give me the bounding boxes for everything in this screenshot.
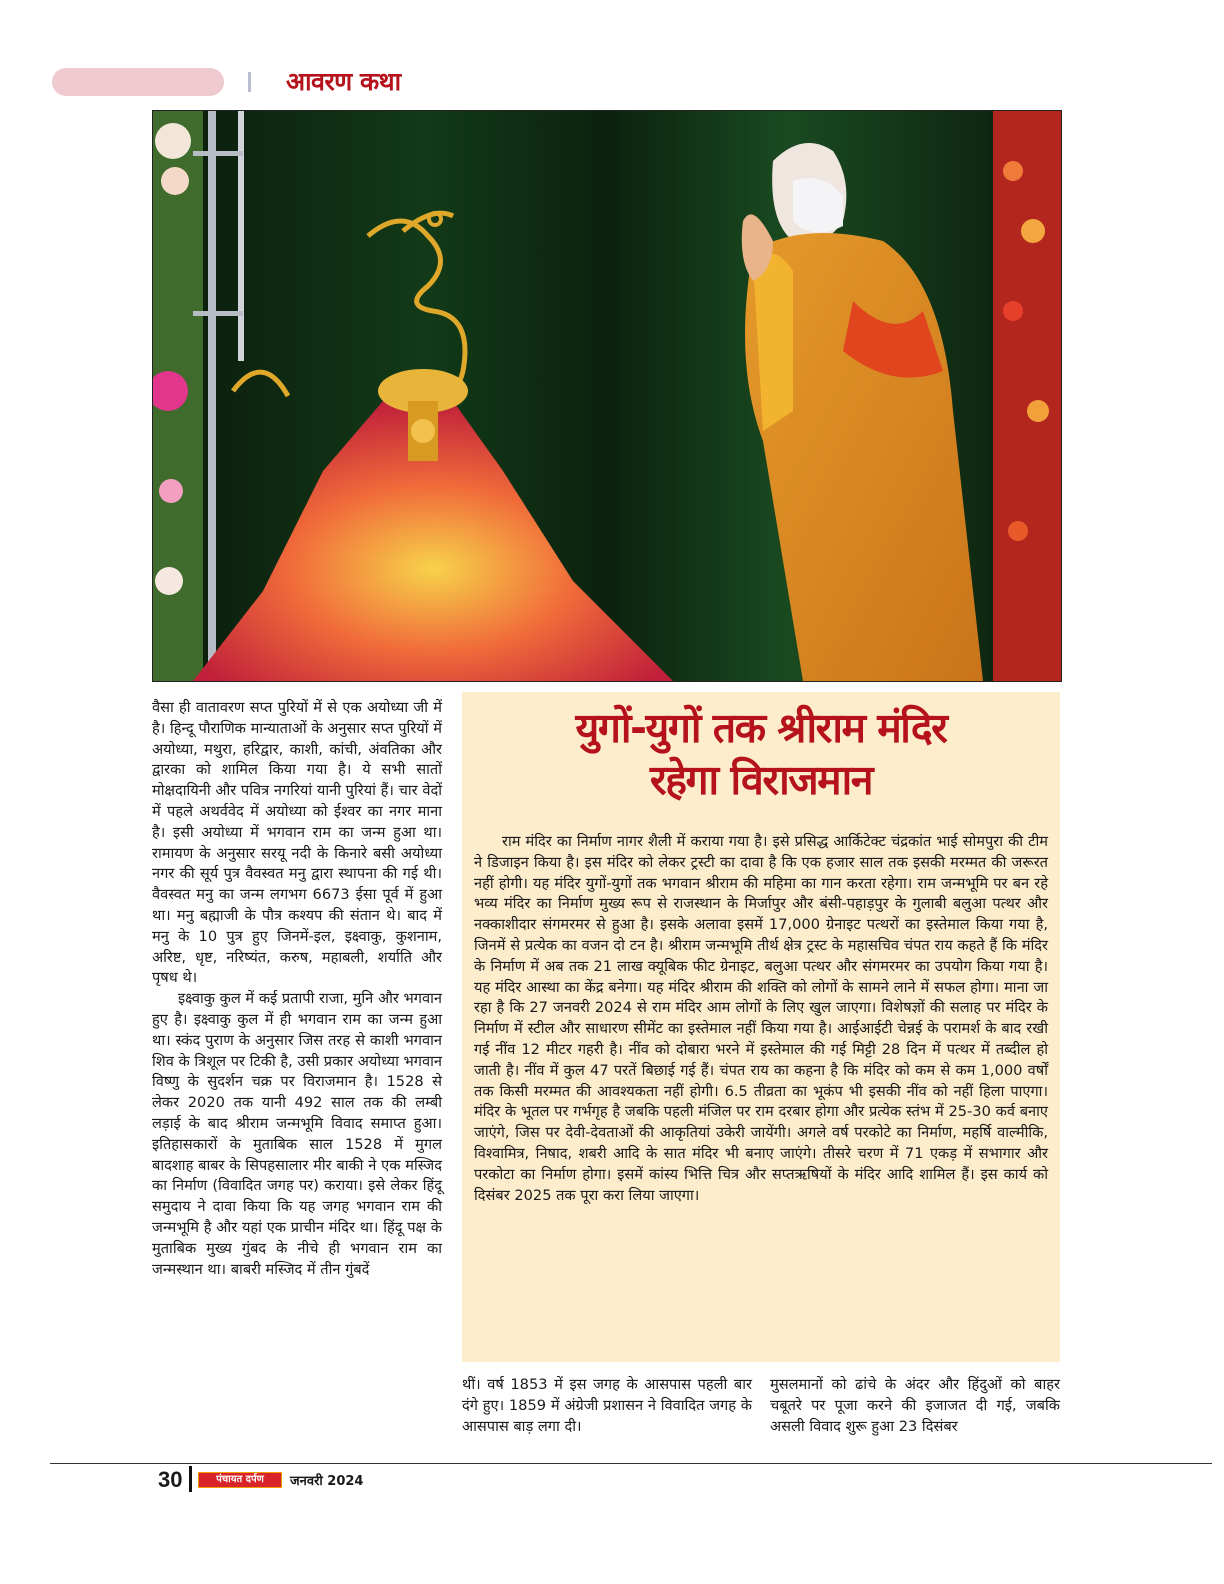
section-label: आवरण कथा bbox=[286, 67, 401, 96]
section-tag-pill bbox=[52, 68, 224, 96]
article-paragraph: इक्ष्वाकु कुल में कई प्रतापी राजा, मुनि और भगवान हुए है। इक्ष्वाकु कुल में ही भगवान राम का जन्म हुआ था। स्कंद पुराण के अनुसार जिस तरह से काशी भगवान शिव के त्रिशूल पर टिकी है, उसी प्रकार अयोध्या भगवान विष्णु के सुदर्शन चक्र पर विराजमान है। 1528 से लेकर 2020 तक यानी 492 साल तक की लम्बी लड़ाई के बाद श्रीराम जन्मभूमि विवाद समाप्त हुआ। इतिहासकारों के मुताबिक साल 1528 में मुगल बादशाह बाबर के सिपहसालार मीर बाकी ने एक मस्जिद का निर्माण (विवादित जगह पर) कराया। इसे लेकर हिंदू समुदाय ने दावा किया कि यह जगह भगवान राम की जन्मभूमि है और यहां एक प्राचीन मंदिर था। हिंदू पक्ष के मुताबिक मुख्य गुंबद के नीचे ही भगवान राम का जन्मस्थान था। बाबरी मस्जिद में तीन गुंबदें bbox=[152, 990, 442, 1278]
headline-line-2: रहेगा विराजमान bbox=[649, 756, 873, 804]
boxout-body: राम मंदिर का निर्माण नागर शैली में कराया गया है। इसे प्रसिद्ध आर्किटेक्ट चंद्रकांत भाई सोमपुरा की टीम ने डिजाइन किया है। इस मंदिर को लेकर ट्रस्टी का दावा है कि एक हजार साल तक इसकी मरम्मत की जरूरत नहीं होगी। यह मंदिर युगों-युगों तक भगवान श्रीराम की महिमा का गान करता रहेगा। राम जन्मभूमि पर बन रहे भव्य मंदिर का निर्माण मुख्य रूप से राजस्थान के मिर्जापुर और बंसी-पहाड़पुर के गुलाबी बलुआ पत्थर और नक्काशीदार संगमरमर से हुआ है। इसके अलावा इसमें 17,000 ग्रेनाइट पत्थरों का इस्तेमाल किया गया है, जिनमें से प्रत्येक का वजन दो टन है। श्रीराम जन्मभूमि तीर्थ क्षेत्र ट्रस्ट के महासचिव चंपत राय कहते हैं कि मंदिर के निर्माण में अब तक 21 लाख क्यूबिक फीट ग्रेनाइट, बलुआ पत्थर और संगमरमर का उपयोग किया गया है। यह मंदिर आस्था का केंद्र बनेगा। यह मंदिर श्रीराम की शक्ति को लोगों के सामने लाने में सफल होगा। माना जा रहा है कि 27 जनवरी 2024 से राम मंदिर आम लोगों के लिए खुल जाएगा। विशेषज्ञों की सलाह पर मंदिर के निर्माण में स्टील और साधारण सीमेंट का इस्तेमाल नहीं किया गया है। आईआईटी चेन्नई के परामर्श के बाद रखी गई नींव 12 मीटर गहरी है। नींव को दोबारा भरने में इस्तेमाल की गई मिट्टी 28 दिन में पत्थर में तब्दील हो जाती है। नींव में कुल 47 परतें बिछाई गई हैं। चंपत राय का कहना है कि मंदिर को कम से कम 1,000 वर्षों तक किसी मरम्मत की आवश्यकता नहीं होगी। 6.5 तीव्रता का भूकंप भी इसकी नींव को नहीं हिला पाएगा। मंदिर के भूतल पर गर्भगृह है जबकि पहली मंजिल पर राम दरबार होगा और प्रत्येक स्तंभ में 25-30 कर्व बनाए जाएंगे, जिस पर देवी-देवताओं की आकृतियां उकेरी जायेंगी। अगले वर्ष परकोटे का निर्माण, महर्षि वाल्मीकि, विश्वामित्र, निषाद, शबरी आदि के सात मंदिर भी बनाए जाएंगे। तीसरे चरण में 71 एकड़ में सभागार और परकोटा का निर्माण होगा। इसमें कांस्य भित्ति चित्र और सप्तऋषियों के मंदिर आदि शामिल हैं। इस कार्य को दिसंबर 2025 तक पूरा करा लिया जाएगा। bbox=[474, 833, 1048, 1204]
magazine-logo: पंचायत दर्पण bbox=[198, 1472, 282, 1488]
metal-pole bbox=[208, 111, 216, 681]
right-article-column: मुसलमानों को ढांचे के अंदर और हिंदुओं को बाहर चबूतरे पर पूजा करने की इजाजत दी गई, जबकि असली विवाद शुरू हुआ 23 दिसंबर bbox=[770, 1376, 1060, 1435]
right-garland bbox=[993, 111, 1061, 681]
om-symbol-photo-icon bbox=[153, 111, 1061, 681]
middle-article-column: थीं। वर्ष 1853 में इस जगह के आसपास पहली बार दंगे हुए। 1859 में अंग्रेजी प्रशासन ने विवादित जगह के आसपास बाड़ लगा दी। bbox=[462, 1376, 752, 1435]
boxout-panel bbox=[462, 692, 1060, 1362]
headline-line-1: युगों-युगों तक श्रीराम मंदिर bbox=[575, 704, 947, 752]
header-divider bbox=[248, 72, 251, 92]
page-number: 30 bbox=[158, 1467, 183, 1492]
issue-date: जनवरी 2024 bbox=[290, 1474, 364, 1489]
footer-divider bbox=[189, 1466, 192, 1492]
cover-photo bbox=[152, 110, 1062, 682]
boxout-headline bbox=[462, 702, 1060, 806]
footer-rule bbox=[50, 1463, 1212, 1464]
left-article-column bbox=[152, 698, 442, 1280]
article-paragraph: वैसा ही वातावरण सप्त पुरियों में से एक अयोध्या जी में है। हिन्दू पौराणिक मान्याताओं के अनुसार सप्त पुरियों में अयोध्या, मथुरा, हरिद्वार, काशी, कांची, अंवतिका और द्वारका को शामिल किया गया है। ये सभी सातों मोक्षदायिनी और पवित्र नगरियां यानी पुरियां हैं। चार वेदों में पहले अथर्ववेद में अयोध्या को ईश्वर का नगर माना है। इसी अयोध्या में भगवान राम का जन्म हुआ था। रामायण के अनुसार सरयू नदी के किनारे बसी अयोध्या नगर की सूर्य पुत्र वैवस्वत मनु द्वारा स्थापना की गई थी। वैवस्वत मनु का जन्म लगभग 6673 ईसा पूर्व में हुआ था। मनु बह्माजी के पौत्र कश्यप की संतान थे। बाद में मनु के 10 पुत्र हुए जिनमें-इल, इक्ष्वाकु, कुशनाम, अरिष्ट, धृष्ट, नरिष्यंत, करुष, महाबली, शर्याति और पृषध थे। bbox=[152, 699, 442, 987]
